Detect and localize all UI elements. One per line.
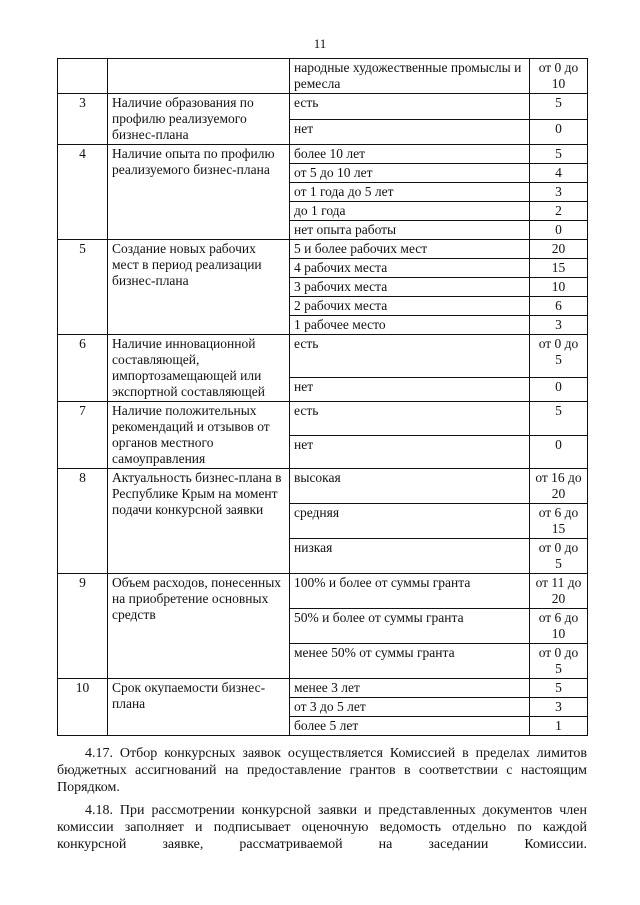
score-cell: 3	[530, 316, 588, 335]
score-cell: 5	[530, 402, 588, 436]
option-cell: нет	[290, 378, 530, 402]
score-cell: от 0 до 10	[530, 59, 588, 94]
criterion-cell: Актуальность бизнес-плана в Республике Крым на момент подачи конкурсной заявки	[108, 469, 290, 574]
criterion-cell: Срок окупаемости бизнес-плана	[108, 679, 290, 736]
criterion-cell	[108, 59, 290, 94]
criterion-cell: Наличие положительных рекомендаций и отзывов от органов местного самоуправления	[108, 402, 290, 469]
criterion-cell: Наличие опыта по профилю реализуемого бизнес-плана	[108, 145, 290, 240]
option-cell: 5 и более рабочих мест	[290, 240, 530, 259]
score-cell: 20	[530, 240, 588, 259]
table-row	[58, 574, 588, 609]
score-cell: от 0 до 5	[530, 335, 588, 378]
score-cell: 6	[530, 297, 588, 316]
score-cell: 10	[530, 278, 588, 297]
table-row	[58, 469, 588, 504]
option-cell: низкая	[290, 539, 530, 574]
option-cell: нет	[290, 119, 530, 145]
score-cell: 4	[530, 164, 588, 183]
body-text	[57, 745, 587, 859]
row-number-cell: 6	[58, 335, 108, 402]
option-cell: средняя	[290, 504, 530, 539]
option-cell: высокая	[290, 469, 530, 504]
option-cell: более 10 лет	[290, 145, 530, 164]
score-cell: 5	[530, 679, 588, 698]
option-cell: 100% и более от суммы гранта	[290, 574, 530, 609]
score-cell: от 0 до 5	[530, 539, 588, 574]
score-cell: 1	[530, 717, 588, 736]
score-cell: 0	[530, 435, 588, 469]
score-cell: 3	[530, 183, 588, 202]
option-cell: нет	[290, 435, 530, 469]
option-cell: 1 рабочее место	[290, 316, 530, 335]
row-number-cell	[58, 59, 108, 94]
option-cell: от 3 до 5 лет	[290, 698, 530, 717]
score-cell: 0	[530, 119, 588, 145]
option-cell: 2 рабочих места	[290, 297, 530, 316]
score-cell: от 0 до 5	[530, 644, 588, 679]
score-cell: от 16 до 20	[530, 469, 588, 504]
criterion-cell: Наличие инновационной составляющей, импортозамещающей или экспортной составляющей	[108, 335, 290, 402]
page-number: 11	[313, 36, 327, 51]
option-cell: менее 3 лет	[290, 679, 530, 698]
paragraph-4-18: 4.18. При рассмотрении конкурсной заявки и представленных документов член комиссии заполняет и подписывает оценочную ведомость отдельно по каждой конкурсной заявке, рассматриваемой на заседании Комиссии.	[57, 803, 587, 852]
table-row	[58, 240, 588, 259]
row-number-cell: 5	[58, 240, 108, 335]
option-cell: есть	[290, 402, 530, 436]
paragraph-4-17: 4.17. Отбор конкурсных заявок осуществляется Комиссией в пределах лимитов бюджетных ассигнований на предоставление грантов в соответствии с настоящим Порядком.	[57, 746, 587, 795]
score-cell: 2	[530, 202, 588, 221]
table-row	[58, 679, 588, 698]
table-row	[58, 402, 588, 436]
scoring-criteria-table	[57, 58, 588, 736]
option-cell: от 1 года до 5 лет	[290, 183, 530, 202]
table-row	[58, 94, 588, 120]
table-row	[58, 145, 588, 164]
row-number-cell: 3	[58, 94, 108, 145]
option-cell: 50% и более от суммы гранта	[290, 609, 530, 644]
option-cell: есть	[290, 94, 530, 120]
option-cell: нет опыта работы	[290, 221, 530, 240]
score-cell: от 11 до 20	[530, 574, 588, 609]
score-cell: 3	[530, 698, 588, 717]
score-cell: 0	[530, 221, 588, 240]
option-cell: 4 рабочих места	[290, 259, 530, 278]
option-cell: менее 50% от суммы гранта	[290, 644, 530, 679]
criterion-cell: Создание новых рабочих мест в период реализации бизнес-плана	[108, 240, 290, 335]
score-cell: 5	[530, 94, 588, 120]
criterion-cell: Объем расходов, понесенных на приобретение основных средств	[108, 574, 290, 679]
score-cell: 5	[530, 145, 588, 164]
table-row-continuation	[58, 59, 588, 94]
criterion-cell: Наличие образования по профилю реализуемого бизнес-плана	[108, 94, 290, 145]
option-cell: есть	[290, 335, 530, 378]
score-cell: от 6 до 15	[530, 504, 588, 539]
row-number-cell: 8	[58, 469, 108, 574]
row-number-cell: 7	[58, 402, 108, 469]
row-number-cell: 4	[58, 145, 108, 240]
option-cell: от 5 до 10 лет	[290, 164, 530, 183]
score-cell: 0	[530, 378, 588, 402]
score-cell: 15	[530, 259, 588, 278]
option-cell: более 5 лет	[290, 717, 530, 736]
option-cell: 3 рабочих места	[290, 278, 530, 297]
option-cell: до 1 года	[290, 202, 530, 221]
score-cell: от 6 до 10	[530, 609, 588, 644]
table-row	[58, 335, 588, 378]
row-number-cell: 10	[58, 679, 108, 736]
option-cell: народные художественные промыслы и ремесла	[290, 59, 530, 94]
row-number-cell: 9	[58, 574, 108, 679]
